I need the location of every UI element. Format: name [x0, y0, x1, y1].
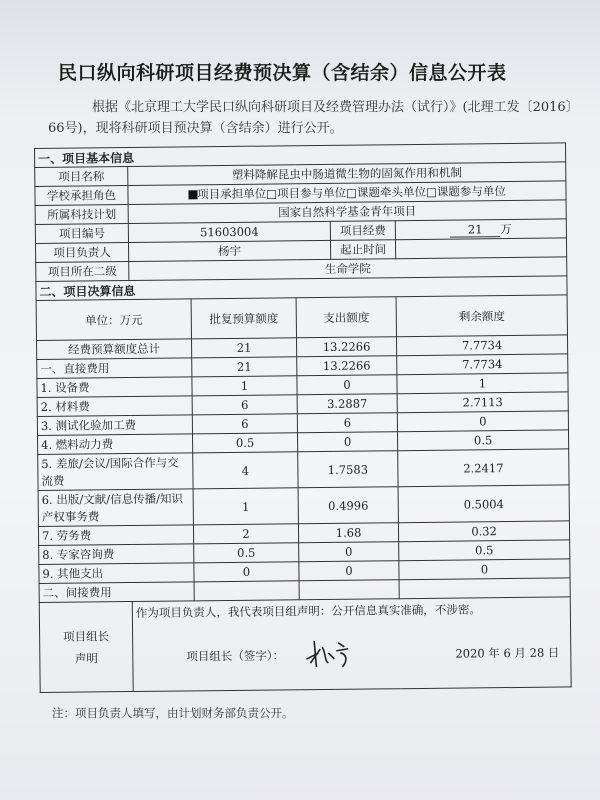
row-remaining: 7.7734 — [396, 335, 567, 356]
row-approved: 1 — [192, 376, 297, 396]
period-label: 起止时间 — [330, 240, 395, 260]
col-spent: 支出额度 — [296, 297, 396, 338]
row-label: 3. 测试化验加工费 — [37, 415, 192, 436]
row-spent: 0 — [297, 432, 397, 452]
sign-label: 项目组长（签字）： — [186, 648, 285, 664]
row-spent — [299, 580, 399, 600]
row-label: 二、间接费用 — [39, 582, 194, 603]
number-label: 项目编号 — [35, 224, 128, 244]
page-title: 民口纵向科研项目经费预决算（含结余）信息公开表 — [58, 62, 507, 84]
row-spent: 0 — [299, 561, 399, 581]
leader-label: 项目负责人 — [36, 243, 129, 263]
row-remaining: 7.7734 — [397, 354, 568, 375]
section2-heading: 二、项目决算信息 — [36, 276, 567, 301]
row-label: 8. 专家咨询费 — [39, 544, 194, 565]
row-approved: 21 — [192, 338, 297, 358]
project-plan: 国家自然科学基金青年项目 — [128, 200, 566, 224]
row-remaining: 2.7113 — [397, 392, 568, 413]
row-label: 7. 劳务费 — [38, 525, 193, 546]
row-remaining: 0.5 — [399, 540, 570, 561]
section1-heading: 一、项目基本信息 — [35, 143, 566, 168]
row-remaining — [399, 578, 570, 599]
dept-label: 项目所在二级 — [36, 262, 129, 282]
row-remaining: 0 — [399, 559, 570, 580]
project-number: 51603004 — [128, 221, 330, 242]
row-remaining: 0 — [397, 411, 568, 432]
row-remaining: 1 — [397, 373, 568, 394]
row-remaining: 0.5 — [397, 430, 568, 451]
project-leader: 杨宇 — [128, 240, 330, 261]
checked-box-icon — [188, 190, 197, 199]
row-spent: 13.2266 — [297, 356, 397, 376]
row-label: 经费预算额度总计 — [37, 339, 192, 360]
project-period — [395, 238, 566, 259]
signature-image — [304, 637, 356, 674]
row-label: 4. 燃料动力费 — [38, 434, 193, 455]
intro-paragraph: 根据《北京理工大学民口纵向科研项目及经费管理办法（试行）》(北理工发〔2016〕66号)，现将科研项目预决算（含结余）进行公开。 — [48, 100, 573, 136]
row-approved: 0 — [194, 562, 299, 582]
project-dept: 生命学院 — [129, 257, 567, 281]
name-label: 项目名称 — [35, 167, 128, 187]
row-approved: 6 — [192, 395, 297, 415]
row-remaining: 0.5004 — [398, 485, 569, 523]
row-spent: 3.2887 — [297, 394, 397, 414]
col-unit: 单位：万元 — [36, 299, 191, 341]
project-funding: 21 — [450, 222, 500, 238]
row-label: 9. 其他支出 — [39, 563, 194, 584]
row-approved: 0.5 — [193, 433, 298, 453]
row-spent: 0 — [297, 375, 397, 395]
row-spent: 1.68 — [298, 523, 398, 543]
row-remaining: 2.2417 — [398, 449, 569, 487]
row-spent: 13.2266 — [297, 337, 397, 357]
row-approved: 6 — [192, 414, 297, 434]
col-approved: 批复预算额度 — [191, 298, 296, 339]
row-spent: 0 — [299, 542, 399, 562]
row-spent: 0.4996 — [298, 487, 398, 524]
funding-unit: 万 — [500, 222, 512, 237]
row-spent: 1.7583 — [298, 451, 398, 488]
row-label: 5. 差旅/会议/国际合作与交流费 — [38, 453, 193, 491]
project-role: 项目承担单位□项目参与单位□课题牵头单位□课题参与单位 — [197, 184, 506, 202]
declaration-date: 2020 年 6 月 28 日 — [455, 645, 560, 661]
declaration-label: 项目组长声明 — [39, 601, 133, 692]
col-remaining: 剩余额度 — [396, 295, 567, 337]
info-table — [34, 142, 572, 693]
budget-row — [38, 449, 569, 491]
row-remaining: 0.32 — [398, 521, 569, 542]
row-approved: 4 — [193, 452, 298, 489]
project-name: 塑料降解昆虫中肠道微生物的固氮作用和机制 — [128, 162, 566, 186]
funding-label: 项目经费 — [330, 221, 395, 241]
budget-row — [38, 485, 569, 527]
row-approved: 2 — [193, 524, 298, 544]
declaration-text: 作为项目负责人，我代表项目组声明：公开信息真实准确，不涉密。 — [135, 602, 481, 620]
row-label: 1. 设备费 — [37, 377, 192, 398]
row-spent: 6 — [297, 413, 397, 433]
row-approved — [194, 581, 299, 601]
footnote: 注：项目负责人填写，由计划财务部负责公开。 — [52, 706, 294, 720]
row-label: 6. 出版/文献/信息传播/知识产权事务费 — [38, 489, 193, 527]
row-approved: 21 — [192, 357, 297, 377]
row-label: 一、直接费用 — [37, 358, 192, 379]
plan-label: 所属科技计划 — [35, 205, 128, 225]
row-approved: 1 — [193, 488, 298, 525]
row-label: 2. 材料费 — [37, 396, 192, 417]
row-approved: 0.5 — [194, 543, 299, 563]
role-label: 学校承担角色 — [35, 186, 128, 206]
